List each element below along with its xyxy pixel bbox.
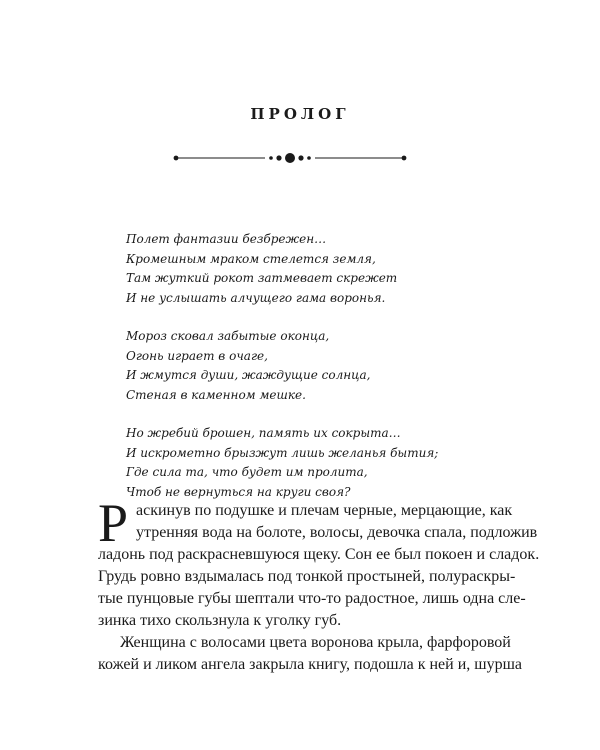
prose-line: аскинув по подушке и плечам черные, мерцающие, как bbox=[136, 502, 513, 519]
poem-stanza-3 bbox=[126, 424, 486, 502]
prose-line: ладонь под раскрасневшуюся щеку. Сон ее был покоен и сладок. bbox=[98, 546, 540, 563]
ornament-dot-right-end bbox=[402, 156, 407, 161]
ornament-dot-right-small bbox=[307, 156, 311, 160]
prose-line: утренняя вода на болоте, волосы, девочка спала, подложив bbox=[136, 524, 538, 541]
poem-line: И искрометно брызжут лишь желанья бытия; bbox=[126, 445, 439, 460]
chapter-title: ПРОЛОГ bbox=[250, 105, 350, 123]
ornament-dot-left-end bbox=[174, 156, 179, 161]
prose-line: зинка тихо скользнула к уголку губ. bbox=[98, 612, 342, 629]
poem-line: Там жуткий рокот затмевает скрежет bbox=[126, 271, 398, 285]
poem-line: И жмутся души, жаждущие солнца, bbox=[126, 368, 371, 382]
poem-line: Кромешным мраком стелется земля, bbox=[126, 251, 376, 266]
poem-line: Полет фантазии безбрежен… bbox=[126, 232, 327, 246]
prose-line: Грудь ровно вздымалась под тонкой простыней, полураскры- bbox=[98, 568, 516, 585]
prose-line: кожей и ликом ангела закрыла книгу, подошла к ней и, шурша bbox=[98, 656, 523, 673]
epigraph-poem bbox=[126, 230, 486, 521]
poem-line: Где сила та, что будет им пролита, bbox=[126, 465, 368, 479]
poem-line: Но жребий брошен, память их сокрыта… bbox=[126, 426, 401, 440]
prose-body bbox=[98, 493, 540, 676]
poem-line: Чтоб не вернуться на круги своя? bbox=[126, 484, 351, 499]
ornament-dot-left-medium bbox=[276, 155, 281, 160]
poem-line: Огонь играет в очаге, bbox=[126, 348, 268, 363]
drop-cap: Р bbox=[98, 493, 129, 553]
ornament-divider bbox=[170, 148, 430, 168]
prose-line: тые пунцовые губы шептали что-то радостное, лишь одна сле- bbox=[98, 590, 526, 607]
poem-line: Стеная в каменном мешке. bbox=[126, 387, 306, 402]
ornament-dot-center bbox=[285, 153, 295, 163]
ornament-dot-right-medium bbox=[298, 155, 303, 160]
poem-stanza-1 bbox=[126, 230, 486, 308]
paragraph-1 bbox=[98, 500, 540, 632]
poem-stanza-2 bbox=[126, 327, 486, 405]
prose-line: Женщина с волосами цвета воронова крыла, фарфоровой bbox=[120, 634, 511, 651]
poem-line: И не услышать алчущего гама воронья. bbox=[126, 290, 386, 305]
ornament-dot-left-small bbox=[269, 156, 273, 160]
poem-line: Мороз сковал забытые оконца, bbox=[126, 329, 330, 343]
paragraph-2 bbox=[98, 632, 523, 676]
